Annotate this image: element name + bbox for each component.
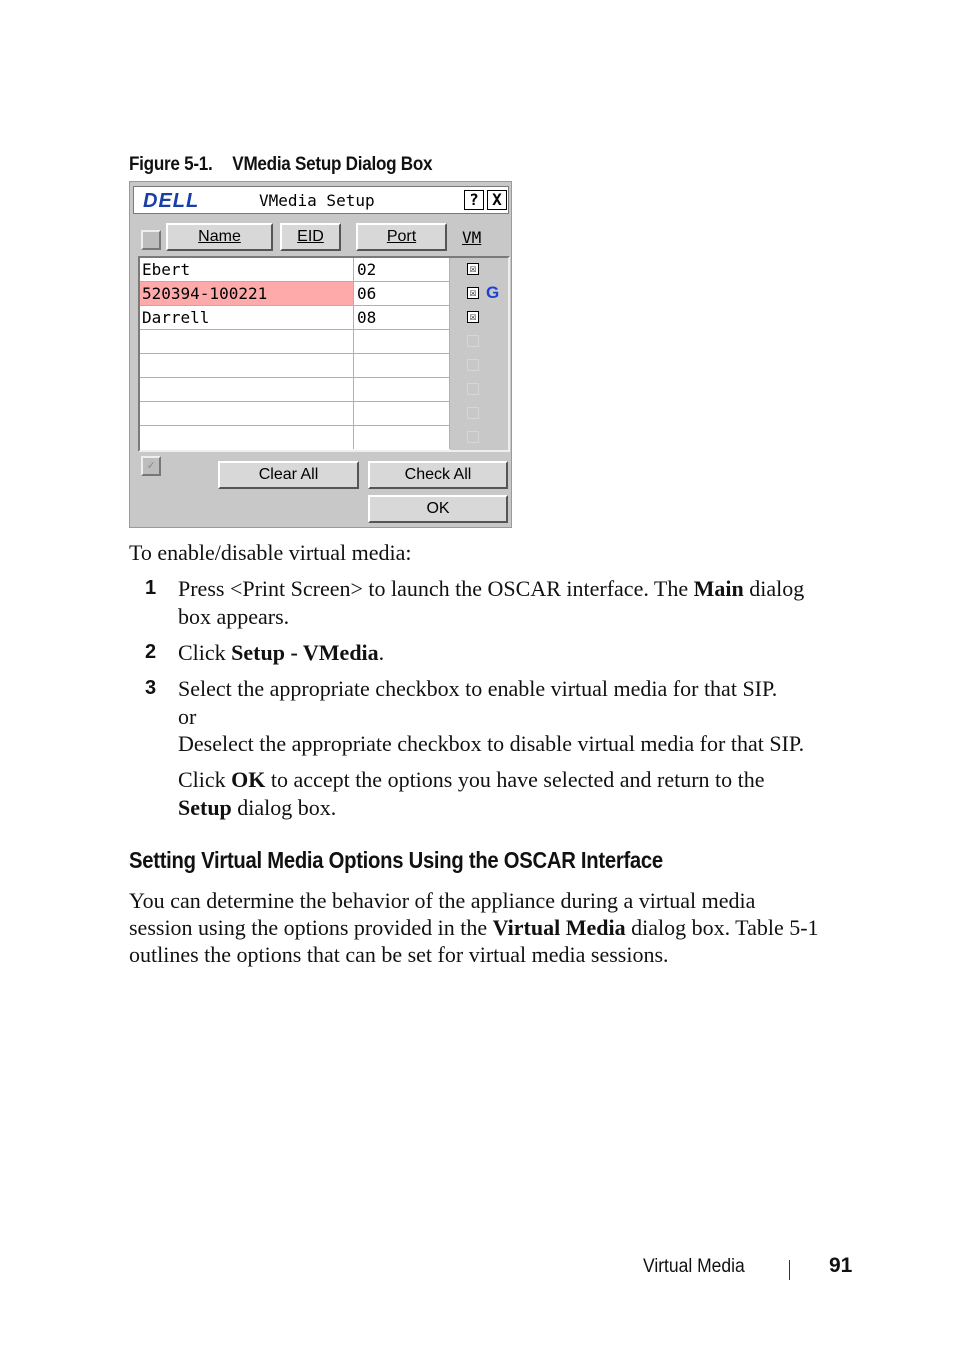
vm-checkbox[interactable]: ☒ <box>467 263 479 275</box>
step-number: 3 <box>145 677 157 699</box>
server-name <box>140 330 354 353</box>
vm-checkbox[interactable] <box>467 383 479 395</box>
name-column-label: Name <box>198 228 241 245</box>
server-eid <box>355 354 450 377</box>
step-1-text <box>178 575 804 602</box>
step-number: 2 <box>145 641 157 663</box>
figure-caption <box>129 154 432 176</box>
page-number: 91 <box>829 1254 853 1277</box>
vm-flag: G <box>486 283 500 302</box>
after-d: Setup <box>178 795 232 820</box>
vm-checkbox[interactable] <box>467 407 479 419</box>
vm-checkbox[interactable]: ☒ <box>467 287 479 299</box>
vm-checkbox[interactable] <box>467 431 479 443</box>
table-row[interactable] <box>140 258 450 282</box>
step-2-text-b: . <box>378 640 385 665</box>
footer-section: Virtual Media <box>643 1256 745 1277</box>
status-check-box[interactable]: ✓ <box>141 456 161 476</box>
after-e: dialog box. <box>231 795 337 820</box>
server-name <box>140 402 354 425</box>
vm-column-label: VM <box>462 228 482 247</box>
para-line1: You can determine the behavior of the appliance during a virtual media <box>129 888 756 913</box>
server-name: 520394-100221 <box>140 282 354 305</box>
server-name <box>140 426 354 449</box>
para-l2a: session using the options provided in the <box>129 915 493 940</box>
after-a: Click <box>178 767 232 792</box>
table-row[interactable] <box>140 330 450 354</box>
table-row[interactable] <box>140 306 450 330</box>
para-l2b: Virtual Media <box>492 915 626 940</box>
table-row-selected[interactable] <box>140 282 450 306</box>
after-b: OK <box>231 767 266 792</box>
step-1-text-a: Press <Print Screen> to launch the OSCAR interface. The <box>178 576 694 601</box>
clear-all-button[interactable]: Clear All <box>218 461 359 489</box>
step-2-bold: Setup - VMedia <box>231 640 379 665</box>
dialog-titlebar <box>133 186 509 214</box>
section-heading: Setting Virtual Media Options Using the OSCAR Interface <box>129 847 663 873</box>
vm-checkbox[interactable]: ☒ <box>467 311 479 323</box>
eid-column-button[interactable] <box>280 223 341 251</box>
step-1-line2: box appears. <box>178 604 290 629</box>
para-line3: outlines the options that can be set for virtual media sessions. <box>129 942 669 967</box>
server-eid <box>355 330 450 353</box>
port-column-label: Port <box>386 228 417 245</box>
sort-toggle-box[interactable] <box>141 230 161 250</box>
step-3-line2: or <box>178 704 197 729</box>
check-all-button[interactable]: Check All <box>368 461 508 489</box>
port-column-button[interactable] <box>356 223 447 251</box>
server-eid <box>355 378 450 401</box>
step-number: 1 <box>145 577 157 599</box>
step-1-bold: Main <box>693 576 744 601</box>
dialog-title: VMedia Setup <box>259 191 375 210</box>
server-eid <box>355 402 450 425</box>
vm-column-header <box>462 228 481 247</box>
server-name <box>140 378 354 401</box>
close-icon[interactable]: X <box>487 190 507 210</box>
server-eid: 08 <box>355 306 450 329</box>
server-list <box>138 256 510 452</box>
step-2-text-a: Click <box>178 640 232 665</box>
table-row[interactable] <box>140 402 450 426</box>
vm-checkbox[interactable] <box>467 359 479 371</box>
help-icon[interactable]: ? <box>464 190 484 210</box>
footer-divider <box>789 1260 790 1280</box>
dell-logo: DELL <box>143 190 200 212</box>
para-line2 <box>129 914 819 941</box>
ok-button[interactable]: OK <box>368 495 508 523</box>
step-3-line1: Select the appropriate checkbox to enable virtual media for that SIP. <box>178 676 778 701</box>
step-1-text-b: dialog <box>743 576 805 601</box>
server-eid: 02 <box>355 258 450 281</box>
vm-checkbox[interactable] <box>467 335 479 347</box>
after-text-line2 <box>178 794 336 821</box>
vm-checkbox-column <box>450 258 508 450</box>
step-2-text <box>178 639 384 666</box>
step-3-line3: Deselect the appropriate checkbox to disable virtual media for that SIP. <box>178 731 805 756</box>
name-column-button[interactable] <box>166 223 273 251</box>
figure-label: Figure 5-1. <box>129 154 213 175</box>
para-l2c: dialog box. Table 5-1 <box>625 915 819 940</box>
intro-text: To enable/disable virtual media: <box>129 540 412 565</box>
figure-title: VMedia Setup Dialog Box <box>232 154 433 175</box>
after-c: to accept the options you have selected and return to the <box>265 767 765 792</box>
after-text <box>178 766 765 793</box>
server-name: Ebert <box>140 258 354 281</box>
table-row[interactable] <box>140 426 450 450</box>
server-eid: 06 <box>355 282 450 305</box>
server-name <box>140 354 354 377</box>
table-row[interactable] <box>140 378 450 402</box>
server-eid <box>355 426 450 449</box>
table-row[interactable] <box>140 354 450 378</box>
vmedia-setup-dialog <box>129 181 512 528</box>
eid-column-label: EID <box>297 228 324 245</box>
server-name: Darrell <box>140 306 354 329</box>
